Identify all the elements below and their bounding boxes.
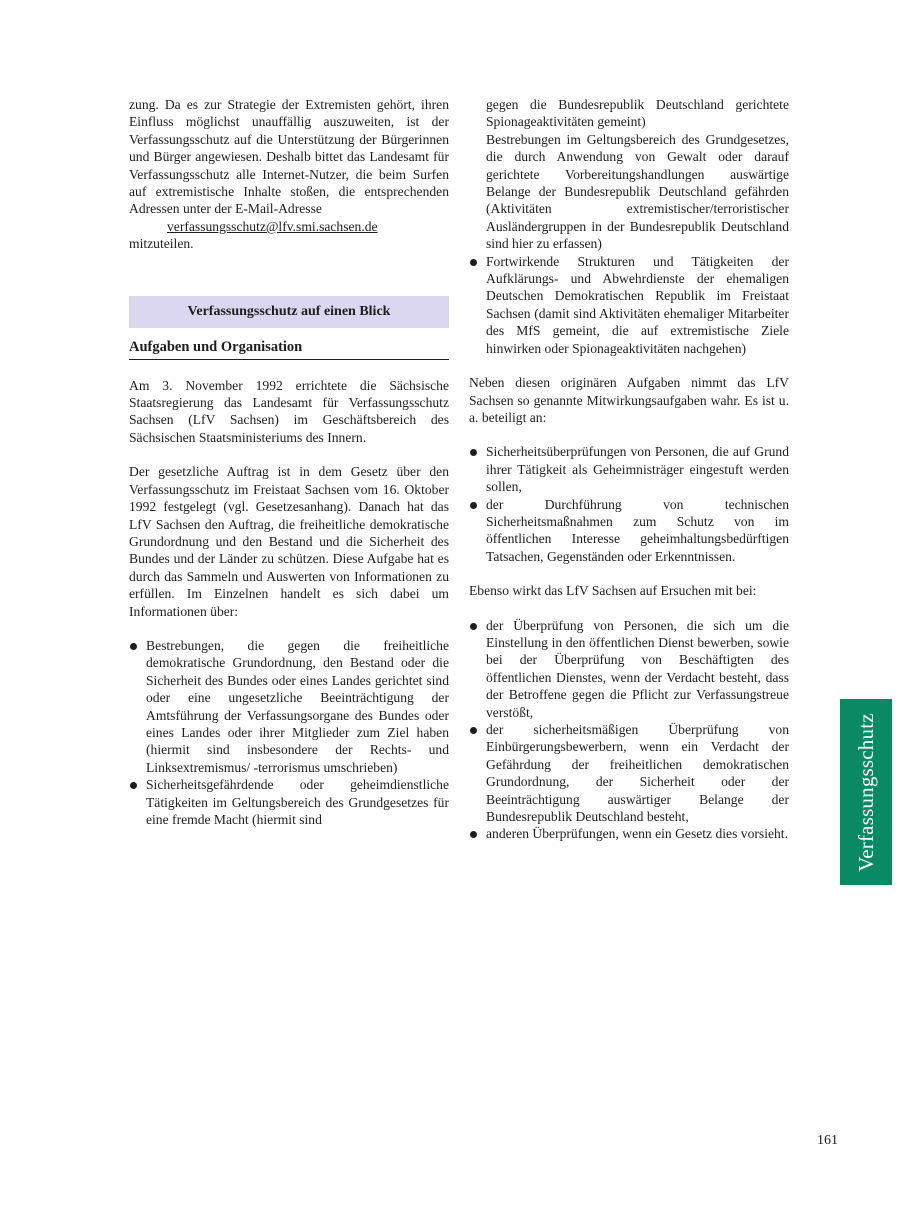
list-item: Bestrebungen, die gegen die freiheitliche demokratische Grundordnung, den Bestand oder die Sicherheit des Bundes oder eines Landes gerichtet sind oder eine ungesetzliche Beeinträchtigung der Amtsführung der Verfassungsorgane des Bundes oder eines Landes oder ihrer Mitglieder zum Ziel haben (hiermit sind insbesondere der Rechts- und Linksextremismus/ -terrorismus umschrieben) [129, 637, 449, 776]
paragraph-cooperation: Neben diesen originären Aufgaben nimmt das LfV Sachsen so genannte Mitwirkungsaufgaben wahr. Es ist u. a. beteiligt an: [469, 375, 789, 425]
bullet-icon [130, 643, 137, 650]
bullet-icon [470, 831, 477, 838]
email-link[interactable]: verfassungsschutz@lfv.smi.sachsen.de [167, 218, 378, 234]
email-line [129, 218, 449, 235]
paragraph-on-request: Ebenso wirkt das LfV Sachsen auf Ersuchen mit bei: [469, 583, 757, 599]
paragraph-founding: Am 3. November 1992 errichtete die Sächsische Staatsregierung das Landesamt für Verfassungsschutz Sachsen (LfV Sachsen) im Geschäftsbereich des Sächsischen Staatsministeriums des Innern. [129, 377, 449, 445]
list-item: der Durchführung von technischen Sicherheitsmaßnahmen zum Schutz von im öffentlichen Interesse geheimhaltungsbedürftigen Tatsachen, Gegenständen oder Erkenntnissen. [469, 496, 789, 566]
list-item: anderen Überprüfungen, wenn ein Gesetz dies vorsieht. [469, 825, 789, 842]
bullet-icon [470, 449, 477, 456]
bullet-list-right-b [469, 443, 789, 565]
list-item: Fortwirkende Strukturen und Tätigkeiten der Aufklärungs- und Abwehrdienste der ehemaligen Deutschen Demokratischen Republik im Freistaat Sachsen (damit sind Aktivitäten ehemaliger Mitarbeiter des MfS gemeint, die auf extremistische Ziele hinwirken oder Spionageaktivitäten nachgehen) [469, 253, 789, 357]
list-item: Sicherheitsüberprüfungen von Personen, die auf Grund ihrer Tätigkeit als Geheimnisträger eingestuft werden sollen, [469, 443, 789, 495]
bullet-icon [470, 623, 477, 630]
bullet-icon [470, 259, 477, 266]
chapter-side-tab [840, 699, 892, 885]
chapter-side-tab-label: Verfassungsschutz [853, 712, 878, 872]
list-item: der Überprüfung von Personen, die sich um die Einstellung in den öffentlichen Dienst bewerben, sowie bei der Überprüfung von Beschäftigten des öffentlichen Dienstes, wenn der Verdacht besteht, dass der Betroffene gegen die Pflicht zur Verfassungstreue verstößt, [469, 617, 789, 721]
right-column [469, 96, 789, 843]
left-column [129, 96, 449, 828]
bullet-list-left [129, 637, 449, 828]
bullet-icon [470, 502, 477, 509]
bullet-icon [470, 727, 477, 734]
bullet-list-right-a [469, 131, 789, 357]
summary-box-title: Verfassungsschutz auf einen Blick [129, 296, 449, 328]
continuation-text: gegen die Bundesrepublik Deutschland gerichtete Spionageaktivitäten gemeint) [486, 97, 789, 130]
bullet-icon [130, 782, 137, 789]
paragraph-mandate: Der gesetzliche Auftrag ist in dem Gesetz über den Verfassungsschutz im Freistaat Sachsen vom 16. Oktober 1992 festgelegt (vgl. Gesetzesanhang). Danach hat das LfV Sachsen den Auftrag, die freiheitliche demokratische Grundordnung und den Bestand und die Sicherheit des Bundes und der Länder zu schützen. Diese Aufgabe hat es durch das Sammeln und Auswerten von Informationen zu erfüllen. Im Einzelnen handelt es sich dabei um Informationen über: [129, 464, 449, 619]
list-item: Bestrebungen im Geltungsbereich des Grundgesetzes, die durch Anwendung von Gewalt oder darauf gerichtete Vorbereitungshandlungen auswärtige Belange der Bundesrepublik Deutschland gefährden (Aktivitäten extremistischer/terroristischer Ausländergruppen in der Bundesrepublik Deutschland sind hier zu erfassen) [486, 131, 789, 252]
list-item: Sicherheitsgefährdende oder geheimdienstliche Tätigkeiten im Geltungsbereich des Grundgesetzes für eine fremde Macht (hiermit sind [129, 776, 449, 828]
list-item: der sicherheitsmäßigen Überprüfung von Einbürgerungsbewerbern, wenn ein Verdacht der Gefährdung der freiheitlichen demokratischen Grundordnung, der Sicherheit oder der Beeinträchtigung auswärtiger Belange der Bundesrepublik Deutschland besteht, [469, 721, 789, 825]
intro-paragraph: zung. Da es zur Strategie der Extremisten gehört, ihren Einfluss möglichst unauffällig auszuweiten, ist der Verfassungsschutz auf die Unterstützung der Bürgerinnen und Bürger angewiesen. Deshalb bittet das Landesamt für Verfassungsschutz alle Internet-Nutzer, die beim Surfen auf extremistische Inhalte stoßen, die entsprechenden Adressen unter der E-Mail-Adresse [129, 97, 449, 217]
section-heading: Aufgaben und Organisation [129, 337, 449, 360]
page-number: 161 [817, 1133, 838, 1148]
bullet-list-right-c [469, 617, 789, 843]
after-email-text: mitzuteilen. [129, 236, 194, 252]
